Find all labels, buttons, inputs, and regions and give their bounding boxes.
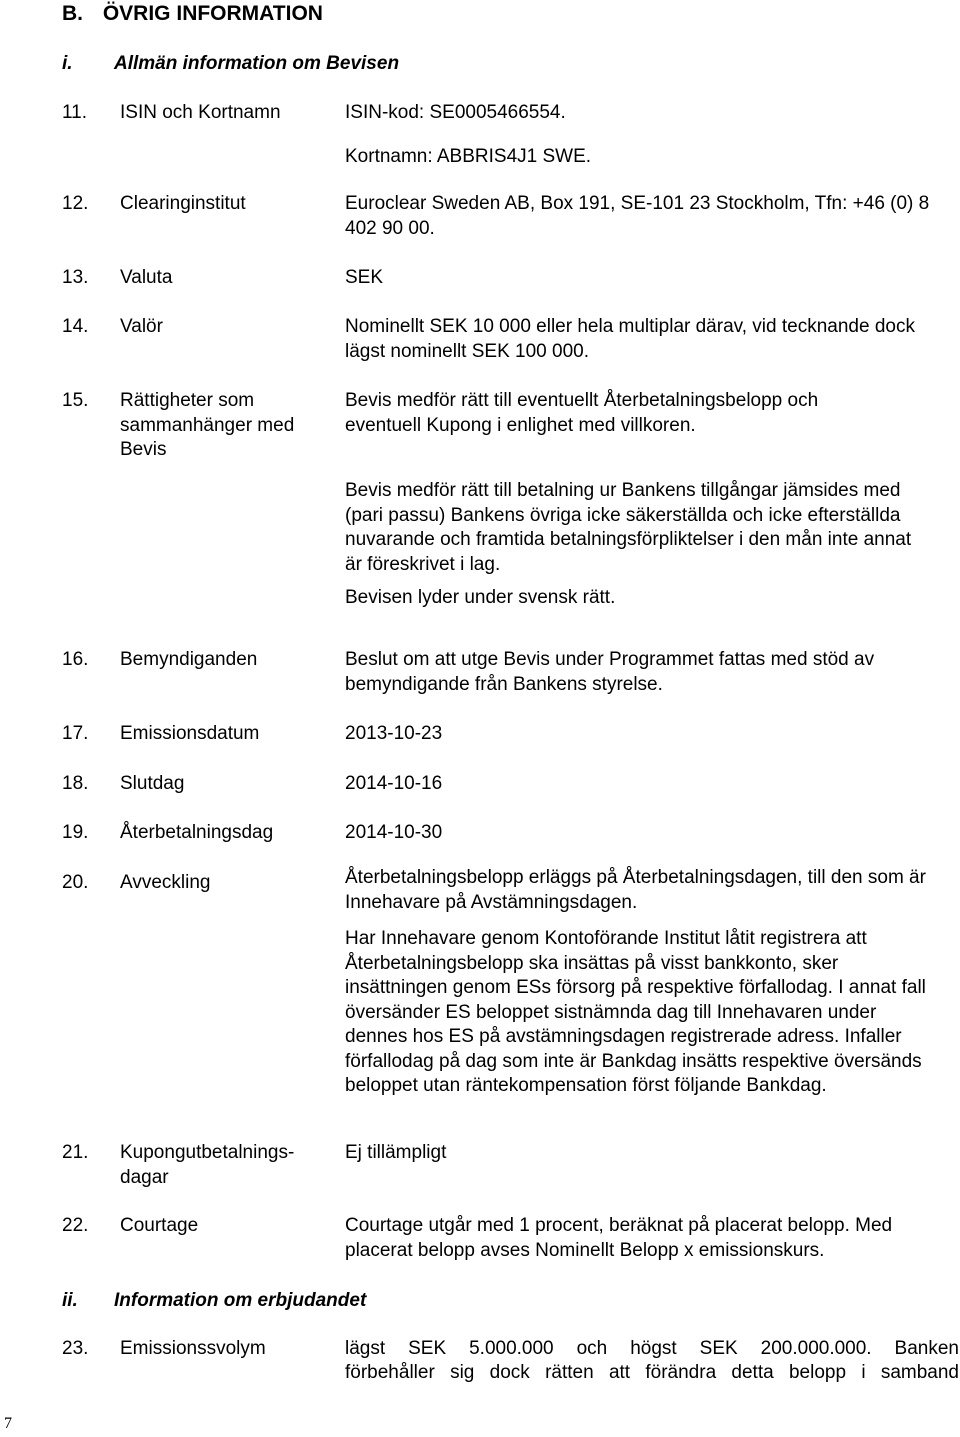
item-17-date: 2013-10-23 [345,723,443,744]
item-16-label: Bemyndiganden [120,649,258,670]
subheading-offer [62,1289,366,1314]
item-23-line-2: förbehåller sig dock rätten att förändra detta belopp i samband [345,1362,959,1383]
item-15-number: 15. [62,390,89,411]
item-19-date: 2014-10-30 [345,822,443,843]
item-13-number: 13. [62,267,89,288]
subheading-number: i. [62,53,73,74]
item-12-number: 12. [62,193,89,214]
item-14-text: Nominellt SEK 10 000 eller hela multiplar därav, vid tecknande dock lägst nominellt SEK 100 000. [345,316,915,362]
item-17-label: Emissionsdatum [120,723,260,744]
item-20-number: 20. [62,872,89,893]
item-18-label: Slutdag [120,773,185,794]
item-22-label: Courtage [120,1215,199,1236]
item-15-label: Rättigheter som sammanhänger med Bevis [120,390,295,460]
item-23-line-1: lägst SEK 5.000.000 och högst SEK 200.000.000. Banken [345,1338,959,1359]
item-19-number: 19. [62,822,89,843]
item-20-paragraph-1: Återbetalningsbelopp erläggs på Återbetalningsdagen, till den som är Innehavare på Avstämningsdagen. [345,867,926,913]
subheading-number: ii. [62,1290,78,1311]
subheading-general [62,52,399,77]
item-23-number: 23. [62,1338,89,1359]
item-22-text: Courtage utgår med 1 procent, beräknat på placerat belopp. Med placerat belopp avses Nominellt Belopp x emissionskurs. [345,1215,893,1261]
subheading-title: Allmän information om Bevisen [114,53,400,74]
item-15-paragraph-2: Bevis medför rätt till betalning ur Bankens tillgångar jämsides med (pari passu) Bankens övriga icke säkerställda och icke efterställda nuvarande och framtida betalningsförpliktelser i den mån inte annat är föreskrivet i lag. [345,480,912,575]
item-12-text: Euroclear Sweden AB, Box 191, SE-101 23 Stockholm, Tfn: +46 (0) 8 402 90 00. [345,193,930,239]
item-23-label: Emissionssvolym [120,1338,266,1359]
item-18-date: 2014-10-16 [345,773,443,794]
subheading-title: Information om erbjudandet [114,1290,367,1311]
item-22-number: 22. [62,1215,89,1236]
item-11-label: ISIN och Kortnamn [120,102,281,123]
item-13-text: SEK [345,267,384,288]
section-heading [62,2,323,27]
item-17-number: 17. [62,723,89,744]
item-21-label: Kupongutbetalnings-dagar [120,1142,295,1188]
section-letter: B. [62,2,83,25]
section-title: ÖVRIG INFORMATION [102,2,323,25]
item-21-number: 21. [62,1142,89,1163]
item-16-number: 16. [62,649,89,670]
item-19-label: Återbetalningsdag [120,822,274,843]
item-16-text: Beslut om att utge Bevis under Programmet fattas med stöd av bemyndigande från Bankens styrelse. [345,649,875,695]
item-18-number: 18. [62,773,89,794]
item-11-line-1: ISIN-kod: SE0005466554. [345,102,566,123]
item-14-label: Valör [120,316,163,337]
item-11-number: 11. [62,102,88,123]
page-number: 7 [4,1415,12,1432]
item-12-label: Clearinginstitut [120,193,246,214]
item-11-line-2: Kortnamn: ABBRIS4J1 SWE. [345,146,592,167]
item-14-number: 14. [62,316,89,337]
item-20-label: Avveckling [120,872,211,893]
item-21-text: Ej tillämpligt [345,1142,447,1163]
item-15-paragraph-3: Bevisen lyder under svensk rätt. [345,587,616,608]
item-20-paragraph-2: Har Innehavare genom Kontoförande Institut låtit registrera att Återbetalningsbelopp ska insättas på visst bankkonto, sker insättningen genom ESs försorg på respektive förfallodag. I annat fall översänder ES beloppet sistnämnda dag till Innehavaren under dennes hos ES på avstämningsdagen registrerade adress. Infaller förfallodag på dag som inte är Bankdag insätts respektive översänds beloppet utan räntekompensation först följande Bankdag. [345,928,926,1096]
item-13-label: Valuta [120,267,173,288]
item-15-paragraph-1: Bevis medför rätt till eventuellt Återbetalningsbelopp och eventuell Kupong i enlighet med villkoren. [345,390,819,436]
